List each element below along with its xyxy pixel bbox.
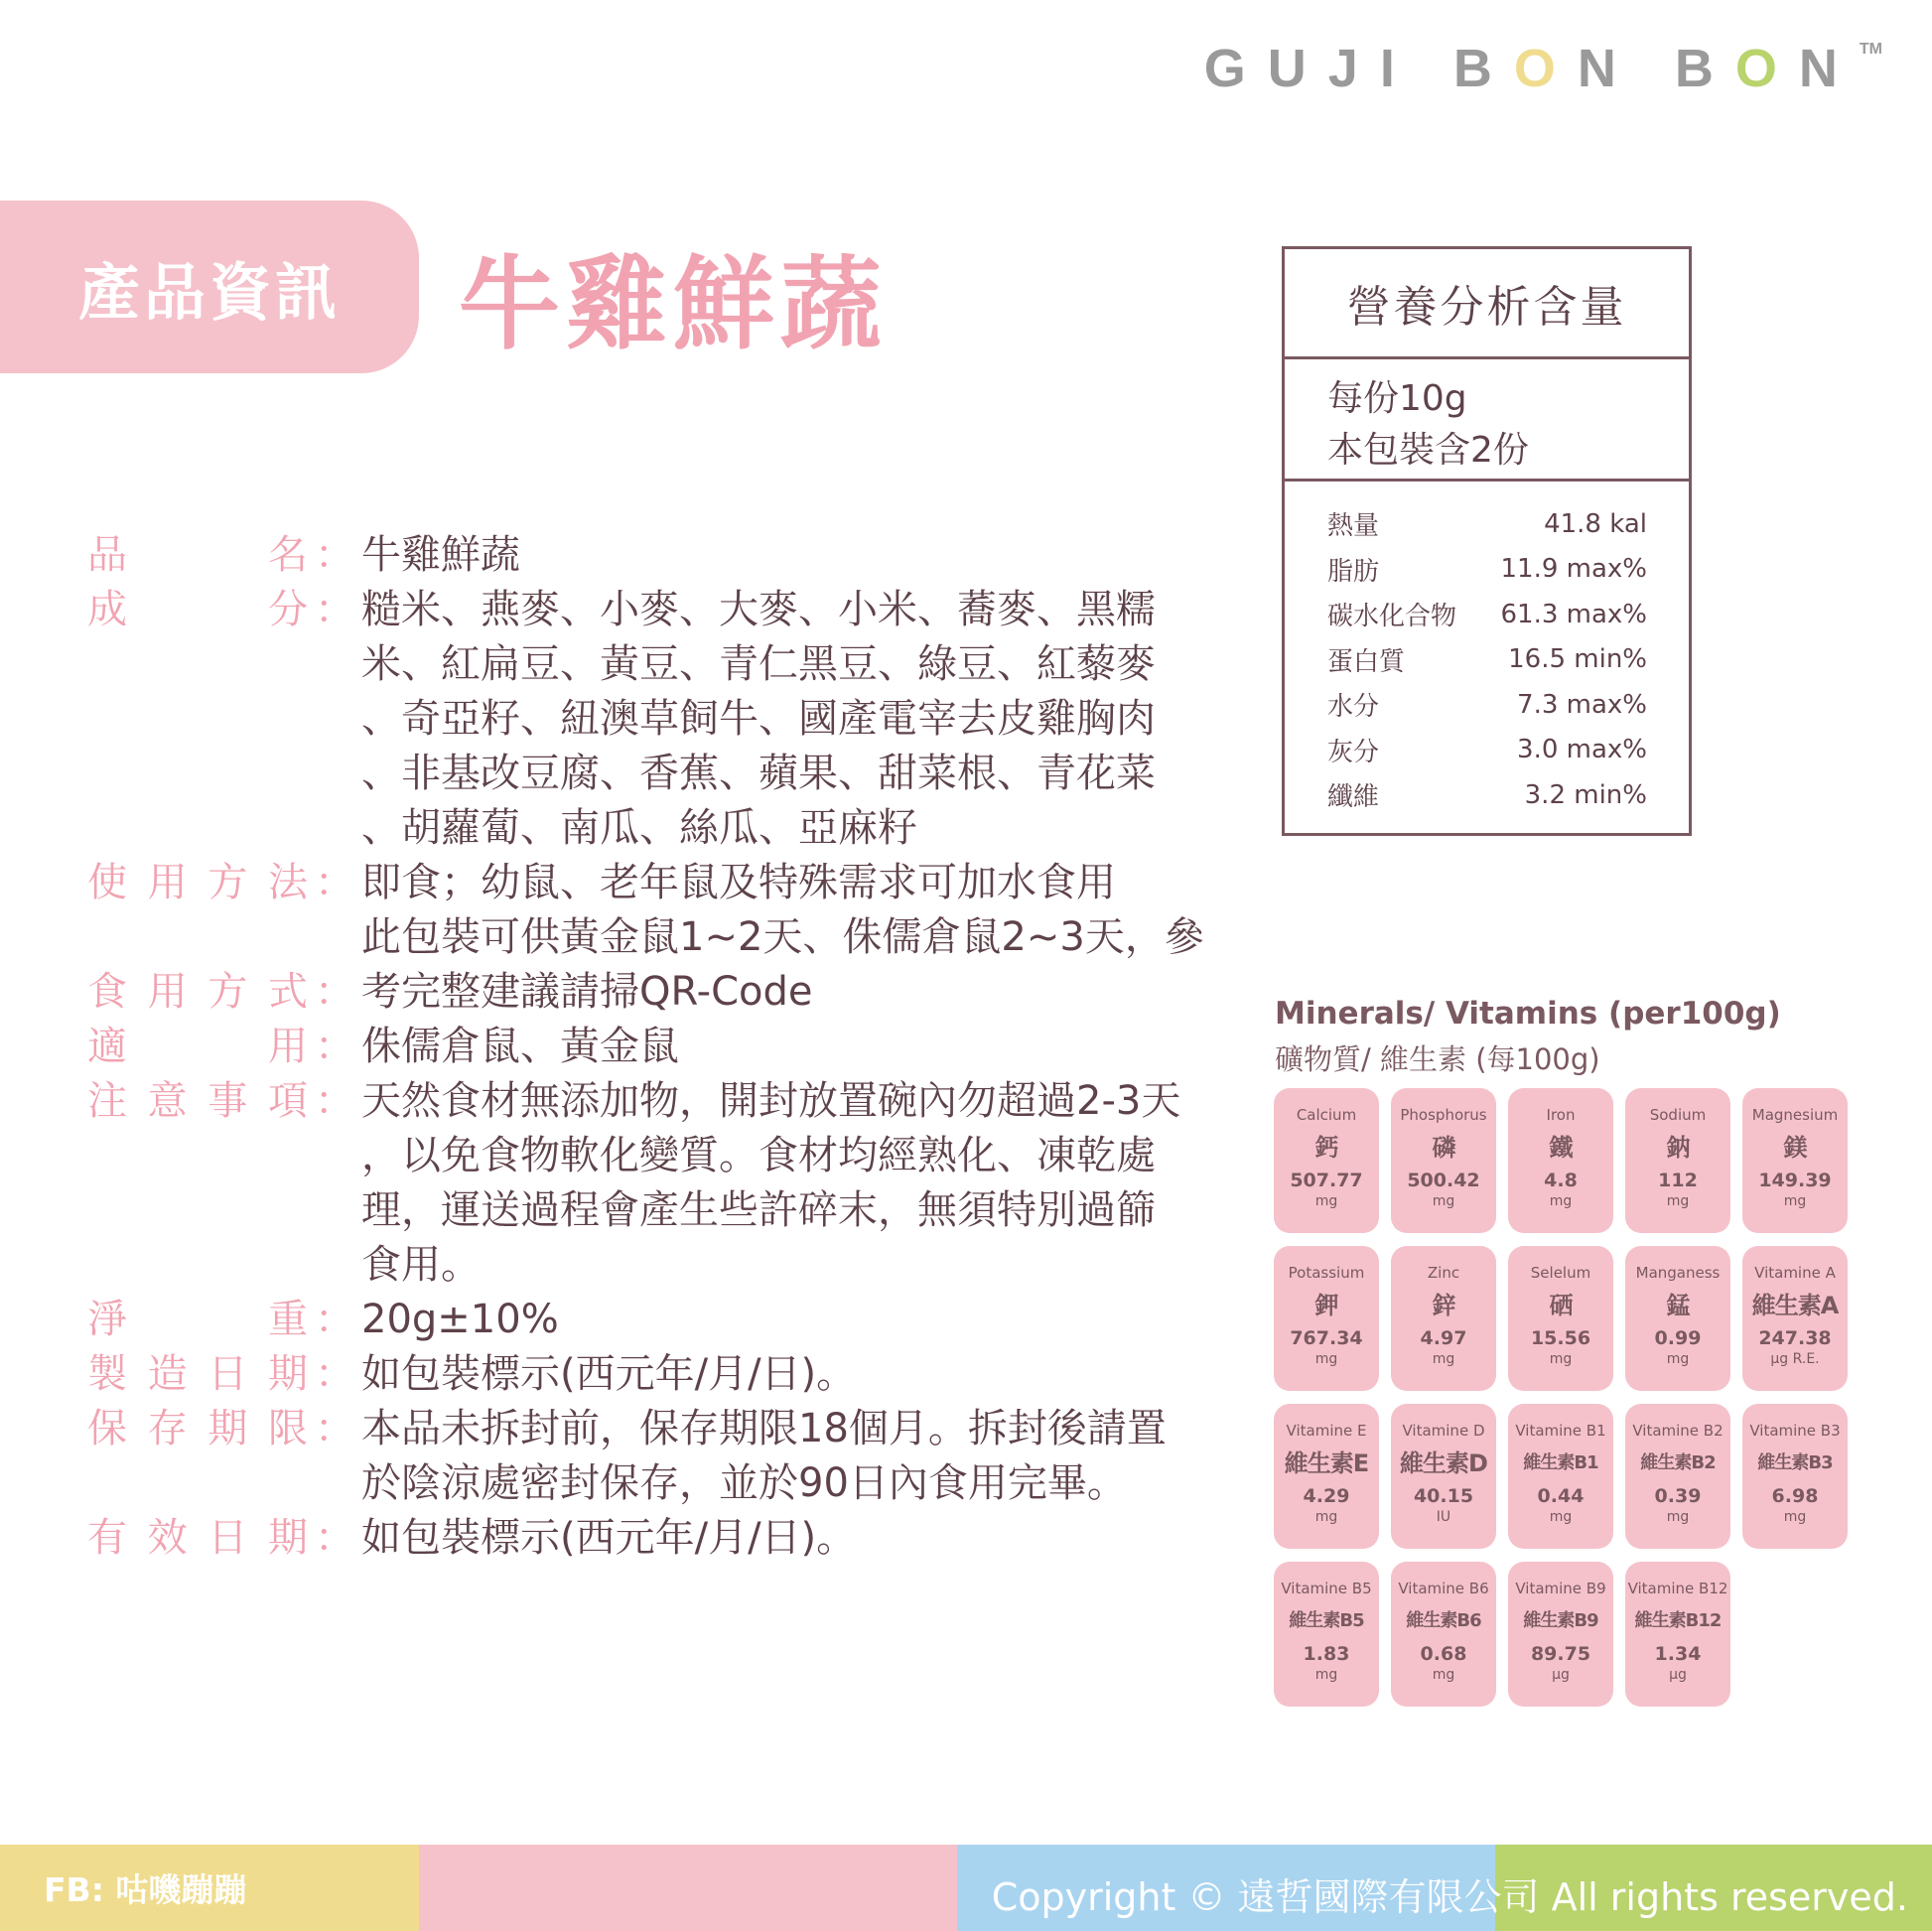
mineral-card: [1391, 1404, 1496, 1549]
nutrition-value: 61.3 max%: [1500, 599, 1647, 629]
info-value: 即食；幼鼠、老年鼠及特殊需求可加水食用 此包裝可供黃金鼠1~2天、侏儒倉鼠2~3天，參: [361, 860, 1204, 960]
nutrition-value: 11.9 max%: [1500, 554, 1647, 585]
info-label-char: 意: [147, 1078, 188, 1124]
mineral-en-name: Zinc: [1427, 1264, 1460, 1282]
nutrition-row: [1327, 728, 1647, 773]
info-label-char: 用: [147, 969, 188, 1015]
nutrition-row: [1327, 547, 1647, 593]
info-value: 糙米、燕麥、小麥、大麥、小米、蕎麥、黑糯 米、紅扁豆、黃豆、青仁黑豆、綠豆、紅藜麥 、奇亞籽、紐澳草飼牛、國產電宰去皮雞胸肉 、非基改豆腐、香蕉、蘋果、甜菜根、青花菜 、胡蘿蔔、南瓜、絲瓜、亞麻籽: [361, 587, 1156, 851]
logo-word-guji: GUJI: [1203, 39, 1417, 98]
mineral-zh-name: 維生素B9: [1523, 1610, 1598, 1631]
mineral-en-name: Manganess: [1635, 1264, 1721, 1282]
info-label-char: 重: [268, 1297, 308, 1342]
mineral-zh-name: 錳: [1666, 1292, 1690, 1319]
mineral-en-name: Vitamine B3: [1749, 1422, 1841, 1440]
mineral-card: [1274, 1088, 1379, 1233]
nutrition-name: 纖維: [1327, 782, 1380, 813]
info-value: 侏儒倉鼠、黃金鼠: [361, 1024, 679, 1069]
info-label: [87, 965, 308, 1020]
mineral-value: 4.29: [1303, 1485, 1350, 1507]
mineral-value: 507.77: [1290, 1170, 1363, 1191]
mineral-card: [1625, 1246, 1730, 1391]
info-row: [87, 1074, 1209, 1293]
mineral-unit: mg: [1314, 1193, 1338, 1209]
mineral-card: [1508, 1404, 1613, 1549]
info-colon: ：: [315, 1406, 354, 1451]
info-label-char: 適: [87, 1024, 127, 1069]
mineral-en-name: Sodium: [1649, 1106, 1707, 1124]
mineral-zh-name: 維生素B1: [1523, 1452, 1598, 1473]
info-label-char: 期: [267, 1515, 308, 1561]
mineral-card: [1274, 1562, 1379, 1707]
info-label-char: 式: [267, 969, 308, 1015]
info-row: [87, 965, 1209, 1020]
info-label-char: 存: [147, 1406, 188, 1451]
mineral-card: [1508, 1562, 1613, 1707]
nutrition-serving: [1285, 359, 1689, 482]
info-row: [87, 528, 1209, 583]
info-label-char: 項: [267, 1078, 308, 1124]
info-colon: ：: [315, 1351, 354, 1397]
info-label-char: 造: [147, 1351, 188, 1397]
mineral-en-name: Vitamine B9: [1515, 1580, 1606, 1597]
info-label-char: 日: [207, 1515, 248, 1561]
footer-copyright: Copyright © 遠哲國際有限公司 All rights reserved.: [991, 1875, 1908, 1919]
minerals-title: Minerals/ Vitamins (per100g): [1275, 996, 1781, 1032]
mineral-zh-name: 維生素E: [1284, 1449, 1369, 1477]
nutrition-name: 蛋白質: [1327, 646, 1406, 677]
logo-letter: N: [1577, 39, 1638, 98]
nutrition-row: [1327, 501, 1647, 547]
info-label-char: 成: [87, 587, 127, 632]
mineral-value: 149.39: [1758, 1170, 1832, 1191]
serving-size: 每份10g: [1327, 378, 1467, 419]
mineral-unit: mg: [1549, 1509, 1573, 1525]
nutrition-value: 41.8 kal: [1544, 508, 1647, 539]
nutrition-value: 3.2 min%: [1524, 779, 1647, 810]
minerals-grid: [1274, 1088, 1848, 1707]
mineral-zh-name: 鎂: [1783, 1134, 1807, 1162]
nutrition-name: 脂肪: [1327, 556, 1380, 587]
footer-segment-pink: [419, 1845, 957, 1931]
mineral-en-name: Vitamine A: [1754, 1264, 1836, 1282]
minerals-subtitle: 礦物質/ 維生素 (每100g): [1275, 1042, 1600, 1076]
section-tag: 產品資訊: [0, 201, 419, 373]
mineral-zh-name: 維生素B6: [1406, 1610, 1481, 1631]
nutrition-value: 7.3 max%: [1517, 689, 1647, 720]
mineral-card: [1508, 1088, 1613, 1233]
mineral-unit: μg: [1552, 1667, 1570, 1683]
mineral-unit: mg: [1666, 1351, 1690, 1367]
mineral-zh-name: 硒: [1549, 1292, 1573, 1319]
mineral-en-name: Vitamine B5: [1281, 1580, 1372, 1597]
mineral-zh-name: 維生素D: [1400, 1449, 1487, 1477]
mineral-zh-name: 鉀: [1314, 1292, 1338, 1319]
info-colon: ：: [315, 1297, 354, 1342]
nutrition-name: 碳水化合物: [1327, 602, 1457, 632]
mineral-zh-name: 鋅: [1432, 1292, 1455, 1319]
info-value: 本品未拆封前，保存期限18個月。拆封後請置 於陰涼處密封保存，並於90日內食用完畢。: [361, 1406, 1167, 1506]
mineral-value: 247.38: [1758, 1327, 1832, 1349]
mineral-card: [1274, 1246, 1379, 1391]
info-colon: ：: [315, 969, 354, 1015]
mineral-en-name: Vitamine E: [1286, 1422, 1367, 1440]
mineral-unit: mg: [1432, 1351, 1455, 1367]
mineral-unit: mg: [1314, 1667, 1338, 1683]
info-label-char: 使: [87, 860, 127, 905]
product-info: [87, 528, 1209, 1566]
info-label: [87, 1347, 308, 1402]
mineral-en-name: Vitamine B2: [1632, 1422, 1724, 1440]
info-label-char: 法: [267, 860, 308, 905]
mineral-value: 767.34: [1290, 1327, 1363, 1349]
mineral-en-name: Vitamine B12: [1627, 1580, 1728, 1597]
nutrition-name: 水分: [1327, 692, 1380, 723]
info-label-char: 保: [87, 1406, 127, 1451]
info-colon: ：: [315, 860, 354, 905]
nutrition-value: 16.5 min%: [1508, 644, 1647, 675]
mineral-card: [1625, 1404, 1730, 1549]
logo-letter: N: [1798, 39, 1860, 98]
info-value: 牛雞鮮蔬: [361, 532, 520, 578]
info-colon: ：: [315, 1078, 354, 1124]
info-label: [87, 1402, 308, 1511]
mineral-zh-name: 鈉: [1666, 1134, 1690, 1162]
logo-letter: B: [1452, 39, 1514, 98]
servings-per-pack: 本包裝含2份: [1327, 430, 1529, 471]
info-value: 天然食材無添加物，開封放置碗內勿超過2-3天 ，以免食物軟化變質。食材均經熟化、凍乾處 理，運送過程會產生些許碎末，無須特別過篩 食用。: [361, 1078, 1181, 1288]
product-title: 牛雞鮮蔬: [459, 246, 888, 364]
info-label-char: 期: [207, 1406, 248, 1451]
info-label: [87, 1511, 308, 1566]
trademark-mark: TM: [1859, 41, 1882, 58]
mineral-zh-name: 維生素B12: [1634, 1610, 1722, 1631]
logo-letter-green: O: [1734, 39, 1799, 98]
mineral-value: 0.68: [1420, 1643, 1467, 1665]
mineral-card: [1391, 1562, 1496, 1707]
mineral-value: 6.98: [1771, 1485, 1819, 1507]
mineral-value: 40.15: [1413, 1485, 1474, 1507]
info-label-char: 食: [87, 969, 127, 1015]
info-label: [87, 1074, 308, 1293]
info-label: [87, 583, 308, 856]
info-value: 如包裝標示(西元年/月/日)。: [361, 1351, 857, 1397]
nutrition-table: [1282, 246, 1692, 836]
mineral-value: 0.39: [1654, 1485, 1702, 1507]
info-colon: ：: [315, 587, 354, 632]
mineral-unit: mg: [1314, 1509, 1338, 1525]
info-label-char: 期: [267, 1351, 308, 1397]
nutrition-list: [1285, 482, 1689, 818]
nutrition-name: 熱量: [1327, 511, 1380, 542]
info-label-char: 方: [207, 860, 248, 905]
mineral-card: [1625, 1562, 1730, 1707]
mineral-card: [1742, 1088, 1848, 1233]
mineral-zh-name: 維生素B2: [1640, 1452, 1716, 1473]
mineral-zh-name: 鐵: [1549, 1134, 1573, 1162]
nutrition-row: [1327, 637, 1647, 683]
info-row: [87, 856, 1209, 965]
info-value: 如包裝標示(西元年/月/日)。: [361, 1515, 857, 1561]
mineral-card: [1742, 1246, 1848, 1391]
info-label: [87, 1020, 308, 1074]
mineral-value: 4.8: [1544, 1170, 1578, 1191]
footer-fb: FB: 咕嘰蹦蹦: [0, 1845, 419, 1931]
mineral-unit: μg R.E.: [1770, 1351, 1820, 1367]
mineral-zh-name: 鈣: [1314, 1134, 1338, 1162]
info-label-char: 用: [268, 1024, 308, 1069]
info-label-char: 名: [268, 532, 308, 578]
mineral-card: [1508, 1246, 1613, 1391]
mineral-en-name: Potassium: [1288, 1264, 1365, 1282]
mineral-en-name: Vitamine B6: [1398, 1580, 1489, 1597]
mineral-value: 4.97: [1420, 1327, 1467, 1349]
mineral-en-name: Iron: [1546, 1106, 1576, 1124]
info-value: 20g±10%: [361, 1297, 559, 1342]
mineral-unit: mg: [1432, 1667, 1455, 1683]
mineral-unit: mg: [1783, 1193, 1807, 1209]
mineral-unit: μg: [1669, 1667, 1687, 1683]
info-label: [87, 1293, 308, 1347]
info-row: [87, 1402, 1209, 1511]
info-label-char: 限: [267, 1406, 308, 1451]
mineral-value: 1.34: [1654, 1643, 1702, 1665]
mineral-card: [1274, 1404, 1379, 1549]
mineral-unit: mg: [1314, 1351, 1338, 1367]
info-row: [87, 1511, 1209, 1566]
mineral-unit: mg: [1549, 1193, 1573, 1209]
mineral-unit: mg: [1783, 1509, 1807, 1525]
info-row: [87, 1347, 1209, 1402]
mineral-value: 15.56: [1530, 1327, 1591, 1349]
info-value: 考完整建議請掃QR-Code: [361, 969, 813, 1015]
info-row: [87, 1293, 1209, 1347]
mineral-zh-name: 磷: [1432, 1134, 1455, 1162]
mineral-card: [1742, 1404, 1848, 1549]
info-label-char: 用: [147, 860, 188, 905]
mineral-en-name: Vitamine B1: [1515, 1422, 1606, 1440]
mineral-unit: mg: [1666, 1193, 1690, 1209]
info-label-char: 有: [87, 1515, 127, 1561]
mineral-unit: mg: [1432, 1193, 1455, 1209]
mineral-value: 0.99: [1654, 1327, 1702, 1349]
info-label: [87, 856, 308, 965]
nutrition-row: [1327, 682, 1647, 728]
mineral-en-name: Calcium: [1296, 1106, 1357, 1124]
brand-logo: [1204, 38, 1882, 99]
mineral-card: [1391, 1246, 1496, 1391]
mineral-zh-name: 維生素B3: [1757, 1452, 1833, 1473]
mineral-value: 0.44: [1537, 1485, 1585, 1507]
info-label-char: 事: [207, 1078, 248, 1124]
info-label-char: 品: [87, 532, 127, 578]
nutrition-row: [1327, 592, 1647, 637]
info-label-char: 日: [207, 1351, 248, 1397]
mineral-value: 500.42: [1407, 1170, 1480, 1191]
mineral-unit: IU: [1436, 1509, 1451, 1525]
logo-letter: B: [1674, 39, 1735, 98]
info-row: [87, 1020, 1209, 1074]
info-row: [87, 583, 1209, 856]
mineral-card: [1625, 1088, 1730, 1233]
logo-letter-yellow: O: [1513, 39, 1578, 98]
mineral-en-name: Vitamine D: [1402, 1422, 1485, 1440]
nutrition-value: 3.0 max%: [1517, 735, 1647, 765]
info-label-char: 方: [207, 969, 248, 1015]
mineral-unit: mg: [1549, 1351, 1573, 1367]
mineral-unit: mg: [1666, 1509, 1690, 1525]
nutrition-name: 灰分: [1327, 737, 1380, 767]
info-colon: ：: [315, 532, 354, 578]
info-colon: ：: [315, 1024, 354, 1069]
mineral-value: 1.83: [1303, 1643, 1350, 1665]
info-label-char: 淨: [87, 1297, 127, 1342]
mineral-value: 112: [1658, 1170, 1698, 1191]
info-colon: ：: [315, 1515, 354, 1561]
mineral-en-name: Magnesium: [1751, 1106, 1839, 1124]
info-label-char: 分: [268, 587, 308, 632]
mineral-zh-name: 維生素B5: [1289, 1610, 1364, 1631]
mineral-card: [1391, 1088, 1496, 1233]
mineral-value: 89.75: [1530, 1643, 1591, 1665]
mineral-zh-name: 維生素A: [1751, 1292, 1839, 1319]
nutrition-heading: 營養分析含量: [1285, 249, 1689, 359]
mineral-en-name: Phosphorus: [1400, 1106, 1487, 1124]
nutrition-row: [1327, 772, 1647, 818]
info-label-char: 注: [87, 1078, 127, 1124]
info-label: [87, 528, 308, 583]
info-label-char: 效: [147, 1515, 188, 1561]
mineral-en-name: Selelum: [1530, 1264, 1591, 1282]
info-label-char: 製: [87, 1351, 127, 1397]
